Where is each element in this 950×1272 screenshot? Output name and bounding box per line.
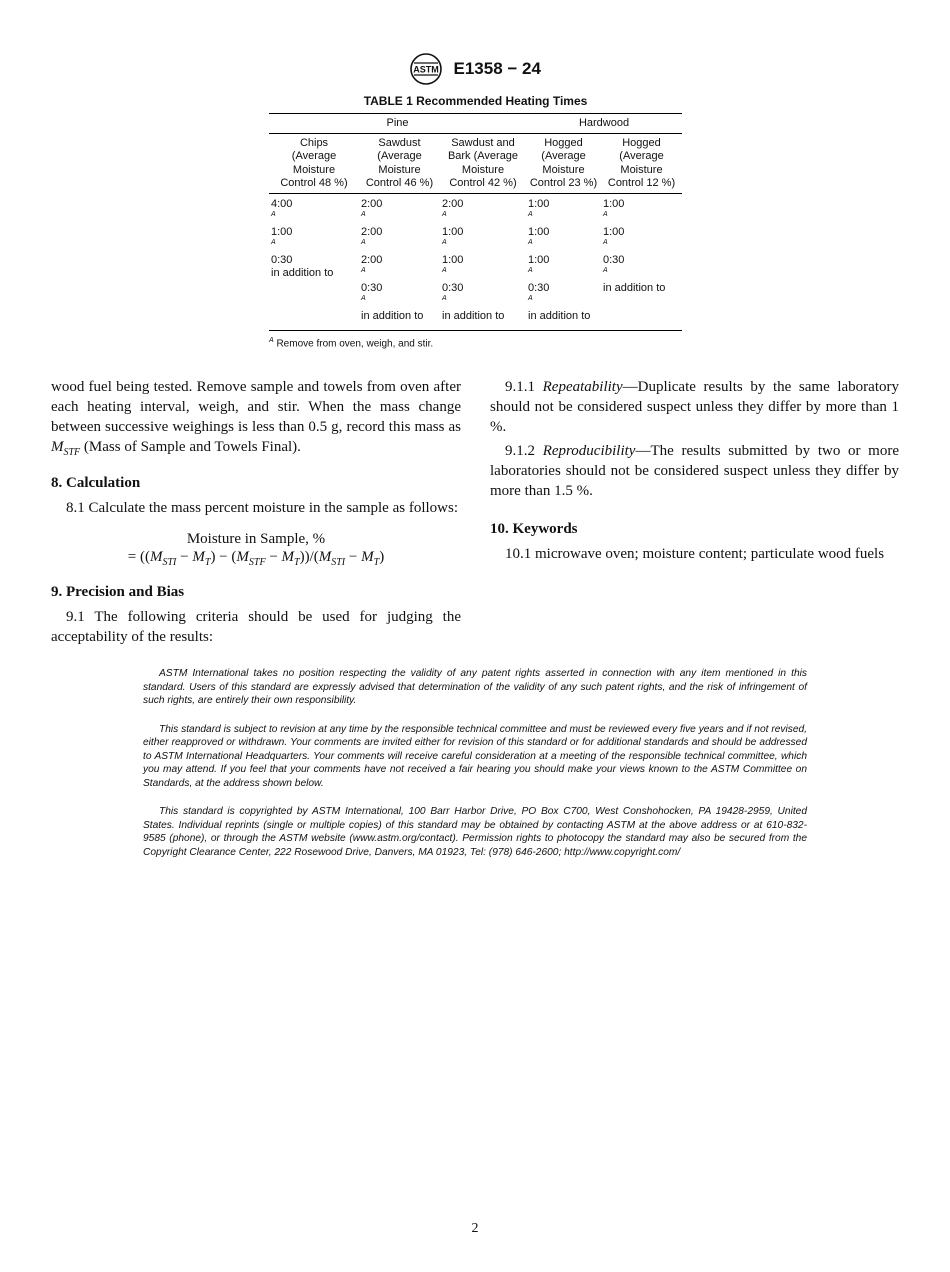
heating-time: 0:30 xyxy=(528,281,550,294)
left-column xyxy=(51,377,461,647)
notice-patent: ASTM International takes no position respecting the validity of any patent rights asserted in connection with any item mentioned in this standard. Users of this standard are expressly advised that determination of the validity of any such patent rights, and the risk of infringement of such rights, are entirely their own responsibility. xyxy=(143,668,807,706)
table-cell xyxy=(440,254,526,282)
footnote-mark: A xyxy=(269,336,274,344)
footnote-ref: A xyxy=(361,266,366,274)
heating-time: 1:00 xyxy=(528,225,550,238)
paragraph-continuation: wood fuel being tested. Remove sample and towels from oven after each heating interval, weigh, and stir. When the mass change between successive weighings is less than 0.5 g, record this mass as $M_{STF}$ (Mass of Sample and Towels Final). xyxy=(51,379,461,458)
heating-time: 1:00 xyxy=(271,225,293,238)
table-cell xyxy=(359,226,440,254)
table-row xyxy=(269,254,682,282)
table-cell xyxy=(526,282,601,310)
table-cell xyxy=(601,254,682,282)
heating-time: 2:00 xyxy=(361,225,383,238)
footnote-ref: A xyxy=(361,210,366,218)
page-number: 2 xyxy=(471,1221,479,1236)
footnote-ref: A xyxy=(271,210,276,218)
cell-note-text: in addition to xyxy=(528,309,591,322)
table-cell xyxy=(601,193,682,226)
footnote-ref: A xyxy=(528,210,533,218)
logo-lettering: ASTM xyxy=(413,64,439,75)
formula-expression: = $((M_{STI} - M_T) - (M_{STF} - M_T))/(M_{STI} - M_T)$ xyxy=(127,549,385,568)
table-cell xyxy=(601,282,682,310)
cell-note-text: in addition to xyxy=(361,309,424,322)
table-footnote xyxy=(269,337,682,349)
table-cell xyxy=(269,193,359,226)
paragraph-10-1: 10.1 microwave oven; moisture content; particulate wood fuels xyxy=(505,546,885,562)
table-cell xyxy=(440,310,526,331)
astm-logo-icon xyxy=(409,52,443,86)
heating-time: 0:30 xyxy=(361,281,383,294)
table-cell xyxy=(269,254,359,282)
table-cell xyxy=(359,282,440,310)
table-cell xyxy=(359,310,440,331)
heating-time: 2:00 xyxy=(361,197,383,210)
heating-times-table xyxy=(269,113,682,331)
group-header-hardwood: Hardwood xyxy=(526,114,682,134)
table-cell xyxy=(526,254,601,282)
paragraph-9-1: 9.1 The following criteria should be used for judging the acceptability of the results: xyxy=(51,609,461,645)
notice-revision: This standard is subject to revision at any time by the responsible technical committee and must be reviewed every five years and if not revised, either reapproved or withdrawn. Your comments are invited either for revision of this standard or for additional standards and should be addressed to ASTM International Headquarters. Your comments will receive careful consideration at a meeting of the responsible technical committee, which you may attend. If you feel that your comments have not received a fair hearing you should make your views known to the ASTM Committee on Standards, at the address shown below. xyxy=(143,723,807,789)
table-cell xyxy=(359,193,440,226)
heating-time: 1:00 xyxy=(528,253,550,266)
footnote-ref: A xyxy=(442,238,447,246)
table-cell xyxy=(526,226,601,254)
column-header: Sawdust (Average Moisture Control 46 %) xyxy=(359,133,440,193)
footnote-ref: A xyxy=(603,266,608,274)
table-row xyxy=(269,282,682,310)
heating-time: 4:00 xyxy=(271,197,293,210)
footnote-text: Remove from oven, weigh, and stir. xyxy=(276,337,434,349)
section-heading-keywords: 10. Keywords xyxy=(490,521,578,537)
heating-time: 1:00 xyxy=(603,197,625,210)
paragraph-8-1: 8.1 Calculate the mass percent moisture in the sample as follows: xyxy=(66,500,458,516)
footnote-ref: A xyxy=(603,238,608,246)
footnote-ref: A xyxy=(442,210,447,218)
column-header: Sawdust and Bark (Average Moisture Control 42 %) xyxy=(440,133,526,193)
heating-time: 1:00 xyxy=(442,225,464,238)
heating-time: 0:30 xyxy=(442,281,464,294)
table-cell xyxy=(526,193,601,226)
table-cell xyxy=(440,193,526,226)
table-cell xyxy=(601,226,682,254)
notice-copyright: This standard is copyrighted by ASTM International, 100 Barr Harbor Drive, PO Box C700, West Conshohocken, PA 19428-2959, United States. Individual reprints (single or multiple copies) of this standard may be obtained by contacting ASTM at the above address or at 610-832-9585 (phone), or through the ASTM website (www.astm.org/contact). Permission rights to photocopy the standard may also be secured from the Copyright Clearance Center, 222 Rosewood Drive, Danvers, MA 01923, Tel: (978) 646-2600; http://www.copyright.com/ xyxy=(143,806,807,858)
table-cell xyxy=(601,310,682,331)
heating-time: 2:00 xyxy=(442,197,464,210)
footnote-ref: A xyxy=(361,238,366,246)
heating-time: 1:00 xyxy=(603,225,625,238)
document-id: E1358 − 24 xyxy=(453,59,541,78)
table-row xyxy=(269,193,682,226)
formula-label: Moisture in Sample, % xyxy=(186,531,326,547)
table-cell xyxy=(269,310,359,331)
heating-time: 1:00 xyxy=(528,197,550,210)
column-header: Chips (Average Moisture Control 48 %) xyxy=(269,133,359,193)
section-heading-precision-bias: 9. Precision and Bias xyxy=(51,584,185,600)
footnote-ref: A xyxy=(528,294,533,302)
footnote-ref: A xyxy=(271,238,276,246)
paragraph-9-1-2: 9.1.2 Reproducibility—The results submitted by two or more laboratories should not be considered suspect unless they differ by more than 1.5 %. xyxy=(490,443,900,499)
footnote-ref: A xyxy=(528,238,533,246)
heating-time: 0:30 xyxy=(603,253,625,266)
table-row xyxy=(269,310,682,331)
page-header xyxy=(0,52,950,86)
paragraph-9-1-1: 9.1.1 Repeatability—Duplicate results by the same laboratory should not be considered suspect unless they differ by more than 1 %. xyxy=(490,379,899,435)
cell-note-text: in addition to xyxy=(271,266,334,279)
table-cell xyxy=(440,282,526,310)
table-row xyxy=(269,226,682,254)
table-cell xyxy=(269,226,359,254)
table-cell xyxy=(269,282,359,310)
table-title: TABLE 1 Recommended Heating Times xyxy=(363,94,588,108)
cell-note-text: in addition to xyxy=(442,309,505,322)
cell-note-text: in addition to xyxy=(603,281,666,294)
table-cell xyxy=(440,226,526,254)
moisture-formula xyxy=(51,530,461,572)
heating-time: 0:30 xyxy=(271,253,293,266)
footnote-ref: A xyxy=(603,210,608,218)
column-header: Hogged (Average Moisture Control 23 %) xyxy=(526,133,601,193)
legal-notices xyxy=(143,667,807,874)
footnote-ref: A xyxy=(361,294,366,302)
footnote-ref: A xyxy=(528,266,533,274)
heating-times-table-block xyxy=(269,94,682,349)
heating-time: 2:00 xyxy=(361,253,383,266)
section-heading-calculation: 8. Calculation xyxy=(51,475,141,491)
footnote-ref: A xyxy=(442,294,447,302)
footnote-ref: A xyxy=(442,266,447,274)
heating-time: 1:00 xyxy=(442,253,464,266)
table-cell xyxy=(359,254,440,282)
group-header-pine: Pine xyxy=(269,114,526,134)
column-header: Hogged (Average Moisture Control 12 %) xyxy=(601,133,682,193)
table-cell xyxy=(526,310,601,331)
right-column xyxy=(490,377,899,564)
